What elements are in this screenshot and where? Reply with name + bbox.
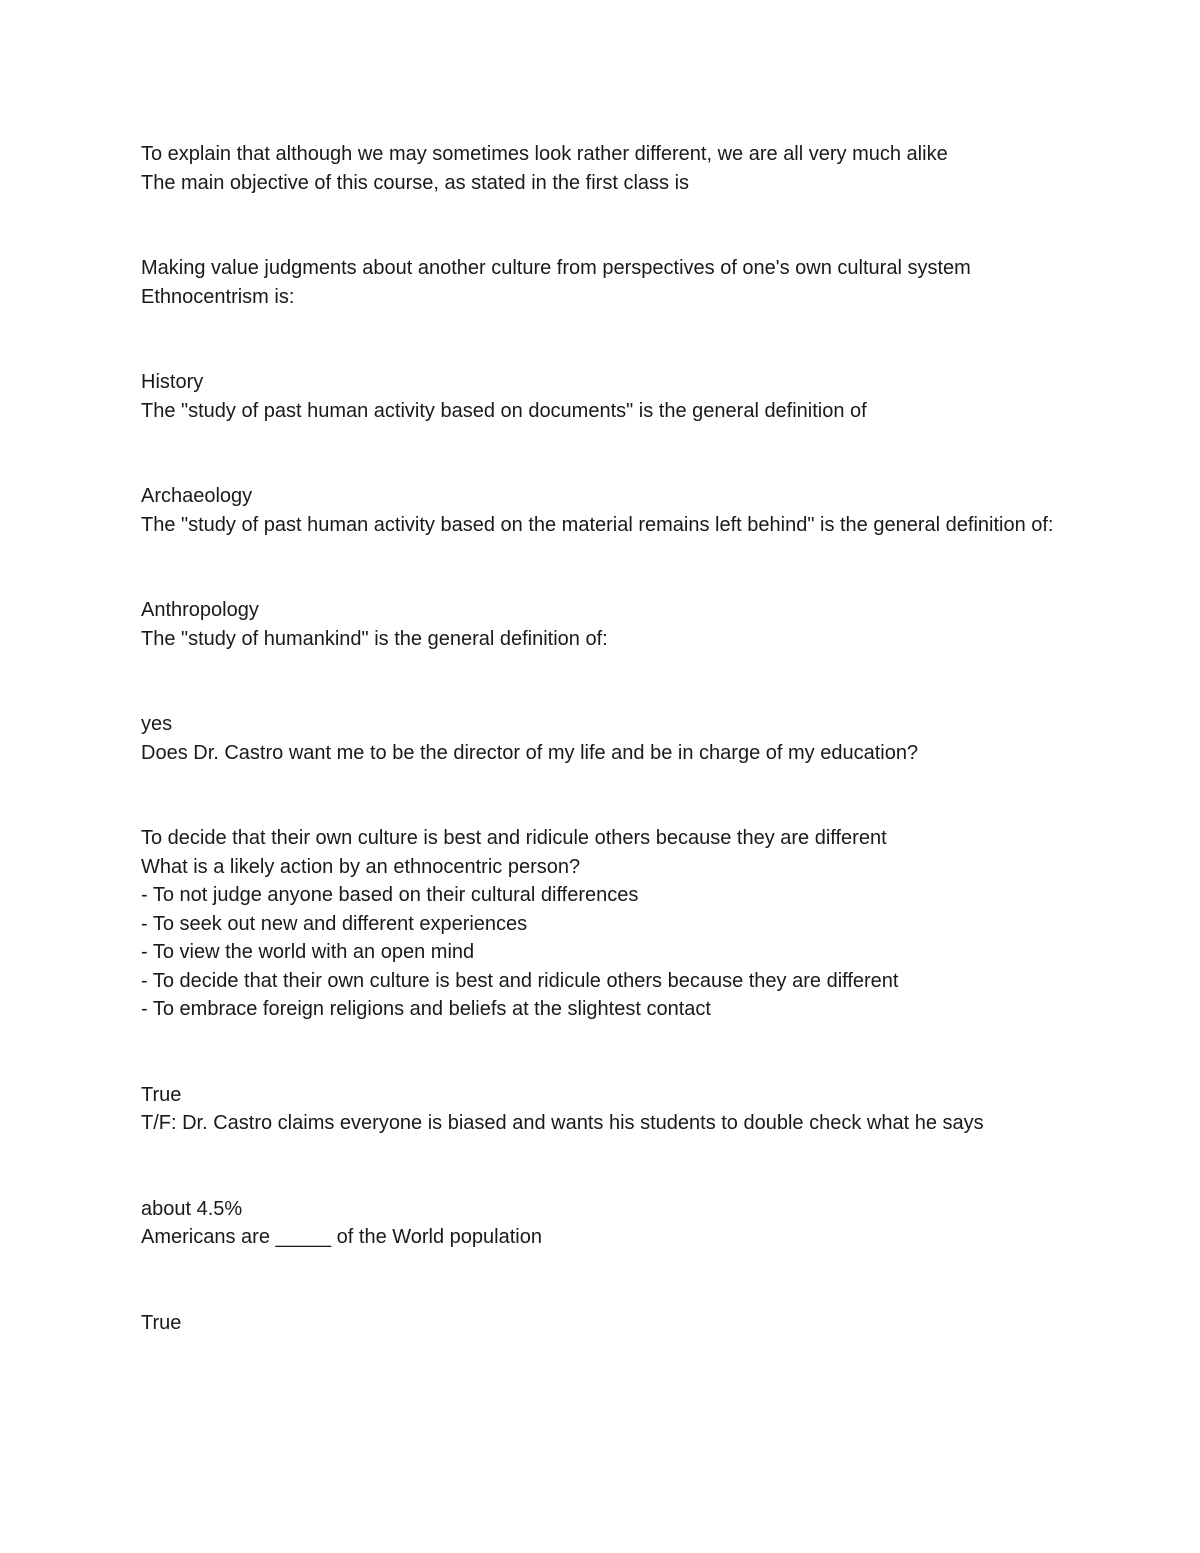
- flashcard: [141, 140, 1071, 197]
- flashcard-option: - To embrace foreign religions and beliefs at the slightest contact: [141, 998, 711, 1020]
- flashcard-answer: yes: [141, 713, 173, 735]
- flashcard-question: The "study of past human activity based on documents" is the general definition of: [141, 399, 867, 422]
- flashcard: [141, 254, 1071, 311]
- flashcard-question: The "study of humankind" is the general definition of:: [141, 627, 608, 650]
- flashcard-answer: History: [141, 371, 204, 393]
- flashcard: [141, 368, 1071, 425]
- flashcard-answer: To explain that although we may sometimes look rather different, we are all very much alike: [141, 143, 948, 165]
- flashcard-option: - To not judge anyone based on their cultural differences: [141, 884, 639, 906]
- flashcard-question: The "study of past human activity based on the material remains left behind" is the general definition of:: [141, 513, 1054, 536]
- flashcard-answer: Anthropology: [141, 599, 259, 621]
- flashcard-question: The main objective of this course, as stated in the first class is: [141, 171, 690, 194]
- flashcard: [141, 1195, 1071, 1252]
- flashcard: [141, 824, 1071, 1024]
- flashcard-question: Ethnocentrism is:: [141, 285, 295, 308]
- flashcard-question: T/F: Dr. Castro claims everyone is biased and wants his students to double check what he says: [141, 1112, 984, 1134]
- flashcard-question: Americans are _____ of the World population: [141, 1226, 542, 1248]
- flashcard: [141, 1309, 1071, 1338]
- flashcard: [141, 1081, 1071, 1138]
- flashcard-list: [141, 140, 1071, 1394]
- flashcard-answer: Making value judgments about another culture from perspectives of one's own cultural system: [141, 257, 971, 279]
- flashcard-answer: about 4.5%: [141, 1197, 243, 1220]
- flashcard-answer: True: [141, 1311, 182, 1334]
- flashcard: [141, 710, 1071, 767]
- flashcard-answer: Archaeology: [141, 485, 253, 507]
- flashcard-question: Does Dr. Castro want me to be the director of my life and be in charge of my education?: [141, 741, 919, 764]
- flashcard-question: What is a likely action by an ethnocentric person?: [141, 855, 581, 878]
- flashcard-option: - To decide that their own culture is best and ridicule others because they are different: [141, 969, 899, 992]
- flashcard: [141, 482, 1071, 539]
- flashcard-option: - To view the world with an open mind: [141, 941, 475, 963]
- flashcard: [141, 596, 1071, 653]
- flashcard-answer: True: [141, 1083, 182, 1106]
- flashcard-option: - To seek out new and different experiences: [141, 912, 528, 935]
- flashcard-answer: To decide that their own culture is best and ridicule others because they are different: [141, 827, 887, 849]
